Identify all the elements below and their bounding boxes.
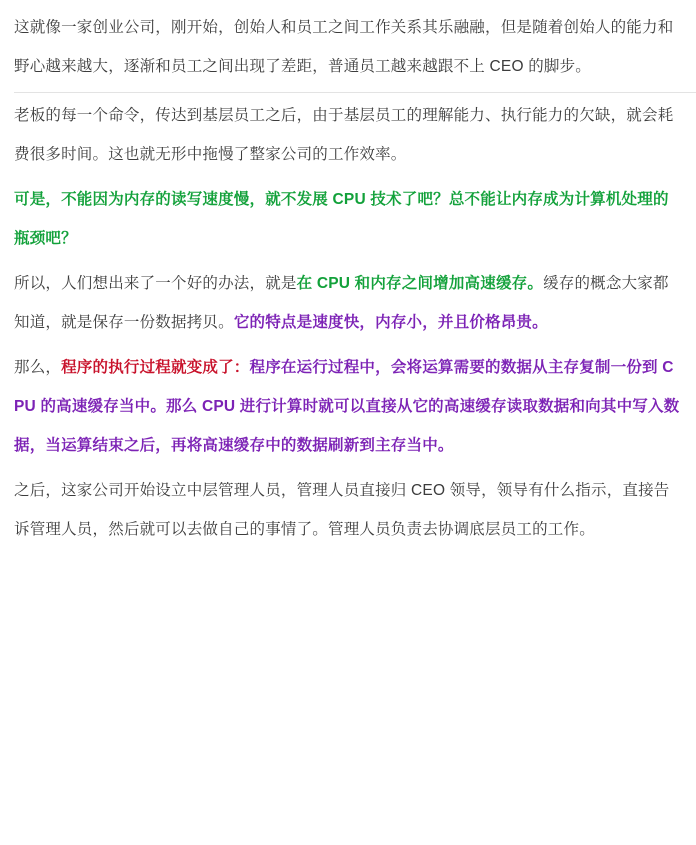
- highlighted-text-purple: 程序在运行过程中，会将运算需要的数据从主存复制一份到 CPU 的高速缓存当中。那么 CPU 进行计算时就可以直接从它的高速缓存读取数据和向其中写入数据，当运算结束之后，再将高速缓存中的数据刷新到主存当中。: [14, 359, 680, 454]
- horizontal-rule: [14, 92, 696, 93]
- paragraph-1: [14, 8, 684, 86]
- paragraph-2: [14, 96, 684, 174]
- highlighted-text-green: 在 CPU 和内存之间增加高速缓存。: [296, 275, 544, 292]
- highlighted-text-red: 程序的执行过程就变成了：: [61, 359, 250, 376]
- paragraph-3: [14, 180, 684, 258]
- highlighted-text-purple: 它的特点是速度快，内存小，并且价格昂贵。: [233, 314, 548, 331]
- text-run: 之后，这家公司开始设立中层管理人员，管理人员直接归 CEO 领导，领导有什么指示，直接告诉管理人员，然后就可以去做自己的事情了。管理人员负责去协调底层员工的工作。: [14, 482, 670, 538]
- highlighted-text-green: 可是，不能因为内存的读写速度慢，就不发展 CPU 技术了吧？总不能让内存成为计算机处理的瓶颈吧？: [14, 191, 669, 247]
- paragraph-6: [14, 471, 684, 549]
- text-run: 缓存的概念大家都知道，就是保存一份数据拷贝。: [14, 275, 669, 331]
- paragraph-5: [14, 348, 684, 465]
- text-run: 这就像一家创业公司，刚开始，创始人和员工之间工作关系其乐融融，但是随着创始人的能力和野心越来越大，逐渐和员工之间出现了差距，普通员工越来越跟不上 CEO 的脚步。: [14, 19, 674, 75]
- paragraph-4: [14, 264, 684, 342]
- text-run: 那么，: [14, 359, 62, 376]
- text-run: 所以，人们想出来了一个好的办法，就是: [14, 275, 297, 292]
- text-run: 老板的每一个命令，传达到基层员工之后，由于基层员工的理解能力、执行能力的欠缺，就会耗费很多时间。这也就无形中拖慢了整家公司的工作效率。: [14, 107, 674, 163]
